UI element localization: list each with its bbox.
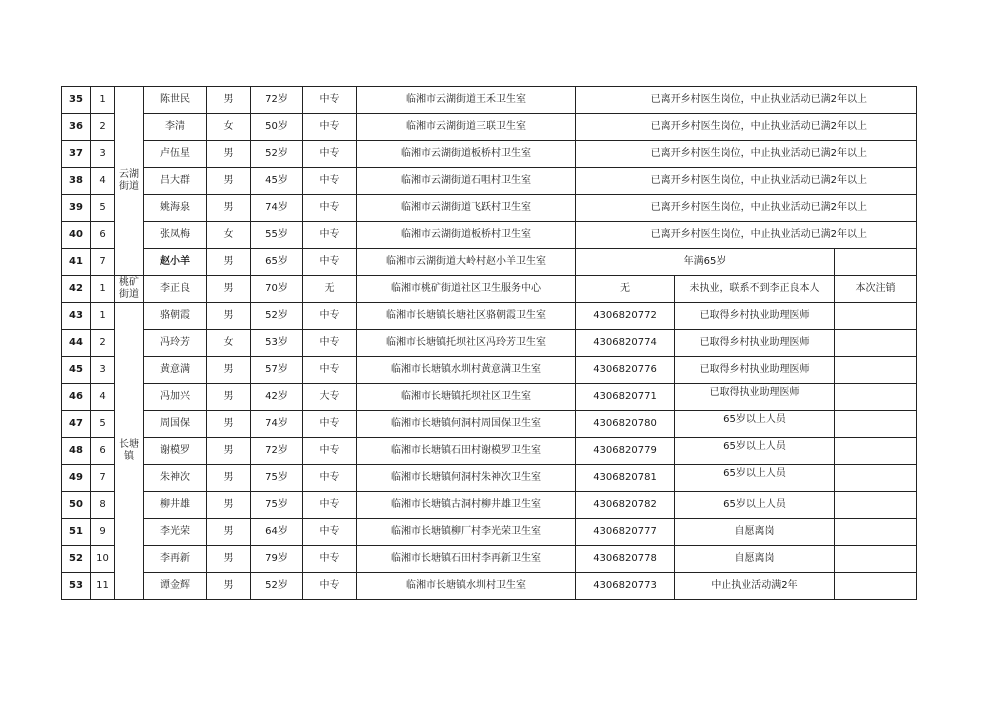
table-row [62, 384, 917, 411]
person-name: 卢伍星 [144, 141, 207, 168]
group-index: 3 [91, 141, 115, 168]
row-number: 43 [62, 303, 91, 330]
person-name: 骆朝霞 [144, 303, 207, 330]
code-cell: 4306820773 [576, 573, 675, 600]
education-cell: 中专 [303, 465, 357, 492]
education-cell: 大专 [303, 384, 357, 411]
education-cell: 中专 [303, 168, 357, 195]
row-number: 48 [62, 438, 91, 465]
row-number: 35 [62, 87, 91, 114]
group-index: 1 [91, 276, 115, 303]
person-name: 柳井雄 [144, 492, 207, 519]
reason-cell: 已取得乡村执业助理医师 [675, 357, 835, 384]
table-row [62, 492, 917, 519]
clinic-cell: 临湘市云湖街道飞跃村卫生室 [357, 195, 576, 222]
age-cell: 52岁 [251, 141, 303, 168]
age-cell: 42岁 [251, 384, 303, 411]
reason-cell: 已取得乡村执业助理医师 [675, 303, 835, 330]
group-index: 2 [91, 114, 115, 141]
remark-cell [835, 546, 917, 573]
table-row [62, 114, 917, 141]
clinic-cell: 临湘市长塘镇托坝社区卫生室 [357, 384, 576, 411]
remark-cell [835, 330, 917, 357]
gender-cell: 男 [207, 438, 251, 465]
group-index: 3 [91, 357, 115, 384]
age-cell: 52岁 [251, 573, 303, 600]
gender-cell: 男 [207, 492, 251, 519]
reason-cell: 自愿离岗 [675, 546, 835, 573]
clinic-cell: 临湘市长塘镇何洞村朱神次卫生室 [357, 465, 576, 492]
group-index: 5 [91, 411, 115, 438]
person-name: 李再新 [144, 546, 207, 573]
remark-cell [835, 492, 917, 519]
person-name: 李光荣 [144, 519, 207, 546]
deregistration-table [61, 86, 917, 600]
clinic-cell: 临湘市云湖街道板桥村卫生室 [357, 222, 576, 249]
reason-cell: 65岁以上人员 [675, 411, 835, 438]
age-cell: 64岁 [251, 519, 303, 546]
reason-cell: 年满65岁 [576, 249, 835, 276]
note-cell: 已离开乡村医生岗位，中止执业活动已满2年以上 [576, 168, 917, 195]
remark-cell [835, 465, 917, 492]
table-row [62, 276, 917, 303]
code-cell: 4306820774 [576, 330, 675, 357]
education-cell: 中专 [303, 492, 357, 519]
table-row [62, 411, 917, 438]
group-index: 6 [91, 438, 115, 465]
group-index: 5 [91, 195, 115, 222]
person-name: 李正良 [144, 276, 207, 303]
age-cell: 55岁 [251, 222, 303, 249]
clinic-cell: 临湘市长塘镇古洞村柳井雄卫生室 [357, 492, 576, 519]
age-cell: 45岁 [251, 168, 303, 195]
education-cell: 中专 [303, 411, 357, 438]
group-index: 2 [91, 330, 115, 357]
education-cell: 中专 [303, 357, 357, 384]
row-number: 38 [62, 168, 91, 195]
row-number: 41 [62, 249, 91, 276]
row-number: 37 [62, 141, 91, 168]
age-cell: 57岁 [251, 357, 303, 384]
education-cell: 中专 [303, 114, 357, 141]
note-cell: 已离开乡村医生岗位，中止执业活动已满2年以上 [576, 114, 917, 141]
gender-cell: 男 [207, 573, 251, 600]
row-number: 36 [62, 114, 91, 141]
group-index: 10 [91, 546, 115, 573]
row-number: 50 [62, 492, 91, 519]
clinic-cell: 临湘市云湖街道三联卫生室 [357, 114, 576, 141]
education-cell: 中专 [303, 249, 357, 276]
person-name: 张凤梅 [144, 222, 207, 249]
person-name: 谢模罗 [144, 438, 207, 465]
reason-cell: 中止执业活动满2年 [675, 573, 835, 600]
gender-cell: 男 [207, 546, 251, 573]
code-cell: 4306820772 [576, 303, 675, 330]
clinic-cell: 临湘市长塘镇柳厂村李光荣卫生室 [357, 519, 576, 546]
street-cell: 云湖街道 [115, 87, 144, 276]
clinic-cell: 临湘市云湖街道王禾卫生室 [357, 87, 576, 114]
clinic-cell: 临湘市长塘镇水圳村卫生室 [357, 573, 576, 600]
gender-cell: 女 [207, 114, 251, 141]
gender-cell: 男 [207, 87, 251, 114]
age-cell: 75岁 [251, 465, 303, 492]
group-index: 1 [91, 303, 115, 330]
street-cell: 桃矿街道 [115, 276, 144, 303]
education-cell: 中专 [303, 573, 357, 600]
remark-cell [835, 438, 917, 465]
note-cell: 已离开乡村医生岗位，中止执业活动已满2年以上 [576, 141, 917, 168]
row-number: 44 [62, 330, 91, 357]
person-name: 朱神次 [144, 465, 207, 492]
person-name: 陈世民 [144, 87, 207, 114]
group-index: 4 [91, 384, 115, 411]
gender-cell: 男 [207, 411, 251, 438]
reason-cell: 已取得执业助理医师 [675, 384, 835, 411]
group-index: 7 [91, 465, 115, 492]
person-name: 姚海泉 [144, 195, 207, 222]
remark-cell [835, 303, 917, 330]
age-cell: 53岁 [251, 330, 303, 357]
gender-cell: 男 [207, 384, 251, 411]
education-cell: 中专 [303, 141, 357, 168]
gender-cell: 男 [207, 168, 251, 195]
reason-cell: 已取得乡村执业助理医师 [675, 330, 835, 357]
table-body [62, 87, 917, 600]
education-cell: 中专 [303, 222, 357, 249]
education-cell: 中专 [303, 330, 357, 357]
table-row [62, 195, 917, 222]
group-index: 9 [91, 519, 115, 546]
row-number: 46 [62, 384, 91, 411]
remark-cell [835, 249, 917, 276]
reason-cell: 65岁以上人员 [675, 492, 835, 519]
age-cell: 79岁 [251, 546, 303, 573]
row-number: 47 [62, 411, 91, 438]
clinic-cell: 临湘市云湖街道石咀村卫生室 [357, 168, 576, 195]
table-row [62, 438, 917, 465]
age-cell: 52岁 [251, 303, 303, 330]
education-cell: 中专 [303, 519, 357, 546]
street-cell: 长塘镇 [115, 303, 144, 600]
age-cell: 75岁 [251, 492, 303, 519]
table-row [62, 573, 917, 600]
table-row [62, 357, 917, 384]
code-cell: 4306820771 [576, 384, 675, 411]
row-number: 39 [62, 195, 91, 222]
group-index: 11 [91, 573, 115, 600]
gender-cell: 女 [207, 222, 251, 249]
group-index: 4 [91, 168, 115, 195]
age-cell: 74岁 [251, 195, 303, 222]
reason-cell: 65岁以上人员 [675, 438, 835, 465]
row-number: 40 [62, 222, 91, 249]
gender-cell: 男 [207, 465, 251, 492]
age-cell: 72岁 [251, 87, 303, 114]
clinic-cell: 临湘市长塘镇托坝社区冯玲芳卫生室 [357, 330, 576, 357]
reason-cell: 未执业，联系不到李正良本人 [675, 276, 835, 303]
person-name: 赵小羊 [144, 249, 207, 276]
gender-cell: 男 [207, 303, 251, 330]
person-name: 黄意满 [144, 357, 207, 384]
clinic-cell: 临湘市云湖街道板桥村卫生室 [357, 141, 576, 168]
table-row [62, 168, 917, 195]
clinic-cell: 临湘市长塘镇长塘社区骆朝霞卫生室 [357, 303, 576, 330]
person-name: 冯加兴 [144, 384, 207, 411]
table-row [62, 546, 917, 573]
code-cell: 4306820780 [576, 411, 675, 438]
row-number: 51 [62, 519, 91, 546]
person-name: 谭金辉 [144, 573, 207, 600]
gender-cell: 男 [207, 276, 251, 303]
group-index: 8 [91, 492, 115, 519]
clinic-cell: 临湘市长塘镇何洞村周国保卫生室 [357, 411, 576, 438]
row-number: 49 [62, 465, 91, 492]
clinic-cell: 临湘市长塘镇石田村谢模罗卫生室 [357, 438, 576, 465]
remark-cell [835, 519, 917, 546]
person-name: 冯玲芳 [144, 330, 207, 357]
age-cell: 74岁 [251, 411, 303, 438]
code-cell: 4306820782 [576, 492, 675, 519]
row-number: 53 [62, 573, 91, 600]
code-cell: 4306820777 [576, 519, 675, 546]
table-row [62, 519, 917, 546]
education-cell: 中专 [303, 87, 357, 114]
table-row [62, 222, 917, 249]
age-cell: 50岁 [251, 114, 303, 141]
gender-cell: 女 [207, 330, 251, 357]
remark-cell: 本次注销 [835, 276, 917, 303]
table-row [62, 249, 917, 276]
gender-cell: 男 [207, 249, 251, 276]
row-number: 52 [62, 546, 91, 573]
gender-cell: 男 [207, 357, 251, 384]
age-cell: 65岁 [251, 249, 303, 276]
reason-cell: 65岁以上人员 [675, 465, 835, 492]
clinic-cell: 临湘市长塘镇水圳村黄意满卫生室 [357, 357, 576, 384]
table-row [62, 303, 917, 330]
group-index: 6 [91, 222, 115, 249]
table-row [62, 141, 917, 168]
remark-cell [835, 357, 917, 384]
note-cell: 已离开乡村医生岗位，中止执业活动已满2年以上 [576, 87, 917, 114]
gender-cell: 男 [207, 519, 251, 546]
clinic-cell: 临湘市桃矿街道社区卫生服务中心 [357, 276, 576, 303]
code-cell: 4306820778 [576, 546, 675, 573]
education-cell: 中专 [303, 195, 357, 222]
code-cell: 4306820776 [576, 357, 675, 384]
remark-cell [835, 411, 917, 438]
row-number: 42 [62, 276, 91, 303]
gender-cell: 男 [207, 195, 251, 222]
code-cell: 无 [576, 276, 675, 303]
reason-cell: 自愿离岗 [675, 519, 835, 546]
table-row [62, 465, 917, 492]
clinic-cell: 临湘市长塘镇石田村李再新卫生室 [357, 546, 576, 573]
age-cell: 72岁 [251, 438, 303, 465]
education-cell: 中专 [303, 438, 357, 465]
group-index: 7 [91, 249, 115, 276]
education-cell: 无 [303, 276, 357, 303]
person-name: 李清 [144, 114, 207, 141]
note-cell: 已离开乡村医生岗位，中止执业活动已满2年以上 [576, 195, 917, 222]
clinic-cell: 临湘市云湖街道大岭村赵小羊卫生室 [357, 249, 576, 276]
code-cell: 4306820781 [576, 465, 675, 492]
group-index: 1 [91, 87, 115, 114]
age-cell: 70岁 [251, 276, 303, 303]
education-cell: 中专 [303, 303, 357, 330]
code-cell: 4306820779 [576, 438, 675, 465]
table-row [62, 330, 917, 357]
table-row [62, 87, 917, 114]
note-cell: 已离开乡村医生岗位，中止执业活动已满2年以上 [576, 222, 917, 249]
person-name: 周国保 [144, 411, 207, 438]
row-number: 45 [62, 357, 91, 384]
education-cell: 中专 [303, 546, 357, 573]
person-name: 吕大群 [144, 168, 207, 195]
gender-cell: 男 [207, 141, 251, 168]
remark-cell [835, 384, 917, 411]
remark-cell [835, 573, 917, 600]
